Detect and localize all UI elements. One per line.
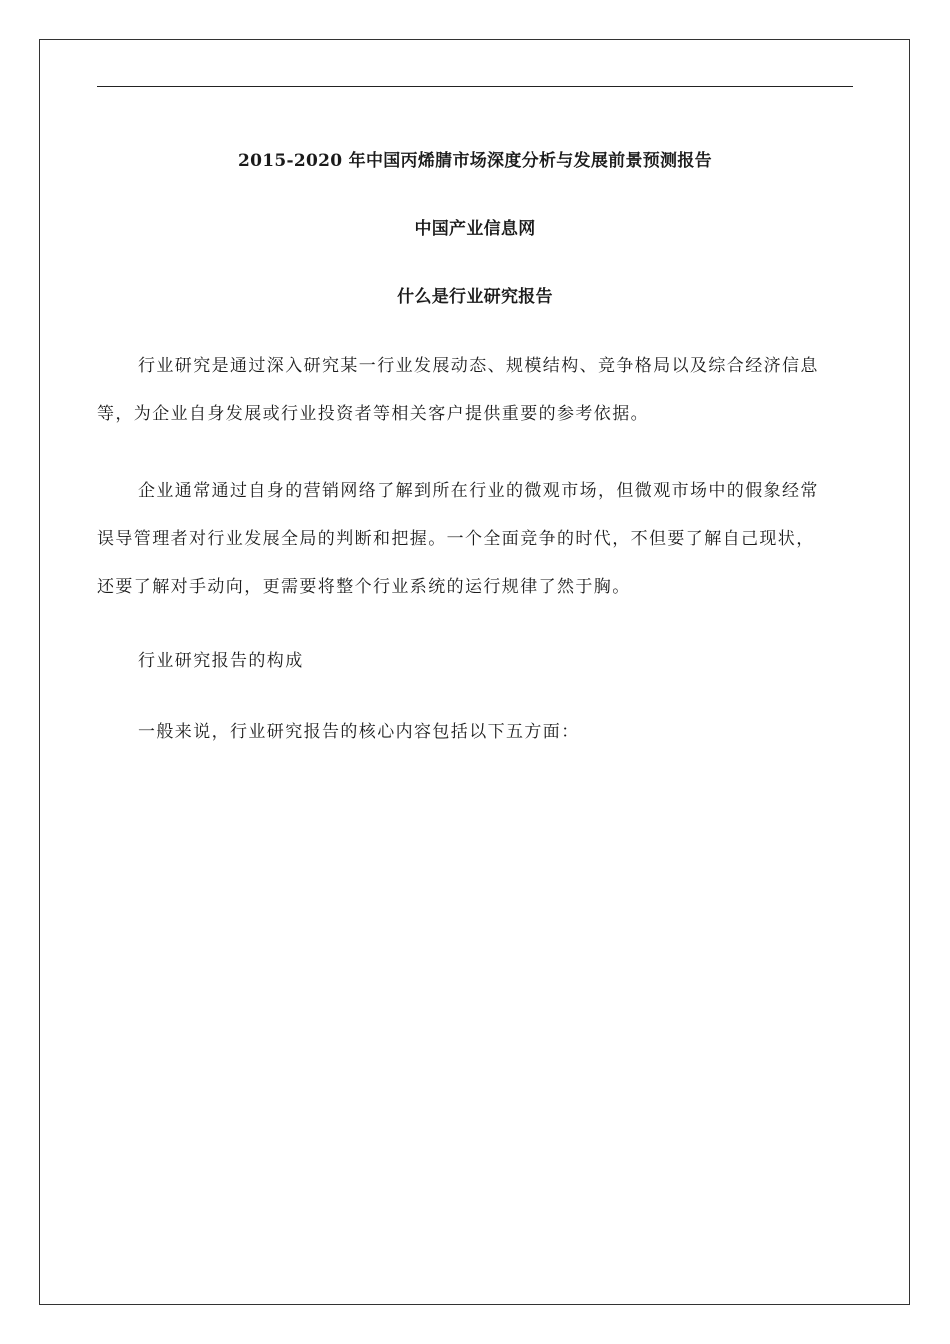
- paragraph-line: 一般来说，行业研究报告的核心内容包括以下五方面：: [138, 722, 580, 742]
- header-rule: [97, 86, 853, 87]
- paragraph-composition-heading: [97, 637, 857, 685]
- paragraph-purpose: [97, 467, 857, 611]
- paragraph-definition: [97, 342, 857, 438]
- paragraph-line: 行业研究是通过深入研究某一行业发展动态、规模结构、竞争格局以及综合经济信息: [138, 356, 819, 376]
- paragraph-line: 等，为企业自身发展或行业投资者等相关客户提供重要的参考依据。: [97, 404, 649, 424]
- paragraph-core-content: [97, 708, 857, 756]
- document-title: 2015-2020 年中国丙烯腈市场深度分析与发展前景预测报告: [238, 151, 712, 171]
- paragraph-line: 误导管理者对行业发展全局的判断和把握。一个全面竞争的时代，不但要了解自己现状，: [97, 529, 815, 549]
- paragraph-line: 还要了解对手动向，更需要将整个行业系统的运行规律了然于胸。: [97, 577, 631, 597]
- section-heading: 什么是行业研究报告: [397, 287, 553, 307]
- publisher-name: 中国产业信息网: [414, 219, 536, 239]
- paragraph-line: 企业通常通过自身的营销网络了解到所在行业的微观市场，但微观市场中的假象经常: [138, 481, 819, 501]
- paragraph-line: 行业研究报告的构成: [138, 651, 304, 671]
